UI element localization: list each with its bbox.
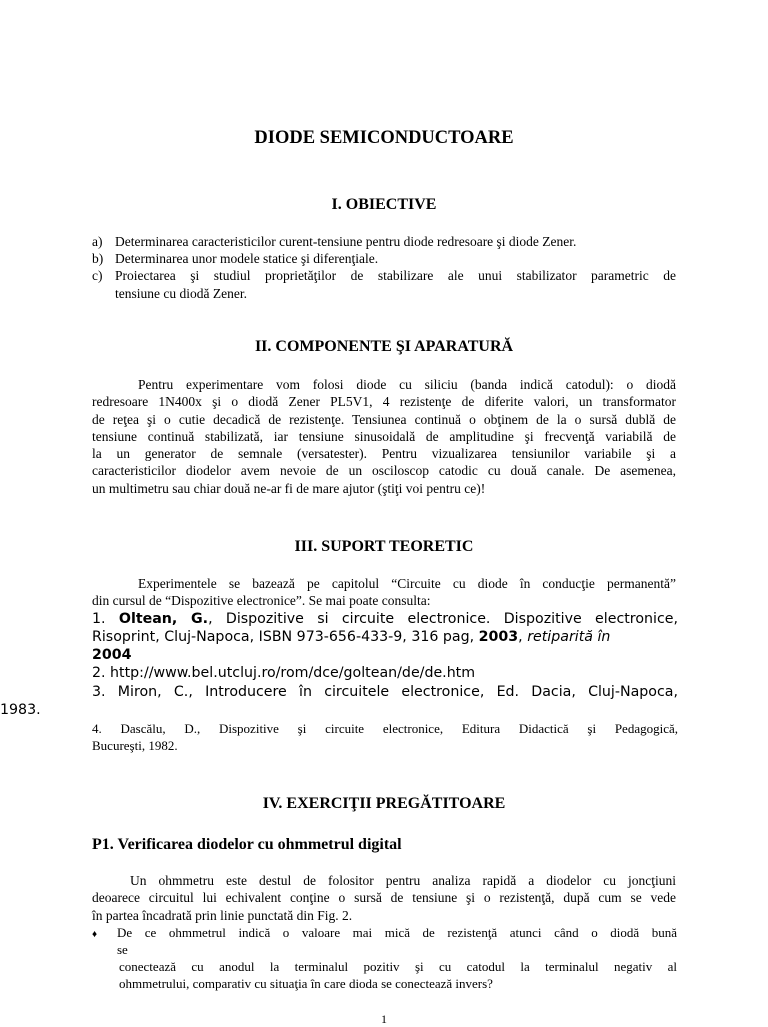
objective-label: c) bbox=[92, 268, 103, 283]
paragraph-line: Experimentele se bazează pe capitolul “Circuite cu diode în conducţie permanentă” bbox=[138, 576, 676, 591]
reference-item[interactable]: 2. http://www.bel.utcluj.ro/rom/dce/goltean/de/de.htm bbox=[92, 665, 476, 681]
reference-item bbox=[92, 610, 678, 629]
components-paragraph bbox=[92, 376, 676, 497]
reference-author: Oltean, G. bbox=[118, 611, 209, 627]
paragraph-line: de reţea şi o cutie decadică de rezistenţe. Tensiunea continuă o obţinem de la o sursă dublă de bbox=[92, 411, 676, 427]
reference-number: 1. bbox=[92, 611, 106, 627]
page-title: DIODE SEMICONDUCTOARE bbox=[254, 128, 514, 148]
bullet-line: De ce ohmmetrul indică o valoare mai mică de rezistenţă atunci când o diodă bună bbox=[117, 925, 677, 940]
paragraph-line: Pentru experimentare vom folosi diode cu siliciu (banda indică catodul): o diodă bbox=[138, 377, 676, 392]
reference-item-continuation: 1983. bbox=[0, 702, 41, 718]
paragraph-line: un multimetru sau chiar două ne-ar fi de mare ajutor (ştiţi voi pentru ce)! bbox=[92, 480, 486, 496]
reference-separator: , bbox=[518, 629, 523, 645]
section-heading-theory: III. SUPORT TEORETIC bbox=[294, 538, 474, 555]
paragraph-line: din cursul de “Dispozitive electronice”. Se mai poate consulta: bbox=[92, 593, 431, 609]
section-heading-objectives: I. OBIECTIVE bbox=[331, 196, 437, 213]
section-heading-exercises: IV. EXERCIŢII PREGĂTITOARE bbox=[262, 795, 506, 812]
paragraph-line: tensiune continuă stabilizată, iar tensiune sinusoidală de amplitudine şi frecvenţă variabilă de bbox=[92, 428, 676, 444]
paragraph-line: în partea încadrată prin linie punctată din Fig. 2. bbox=[92, 907, 353, 923]
reference-item: 3. Miron, C., Introducere în circuitele electronice, Ed. Dacia, Cluj-Napoca, bbox=[92, 684, 678, 700]
bullet-line: se bbox=[117, 942, 128, 957]
reference-note: retiparită în bbox=[527, 629, 611, 645]
paragraph-line: redresoare 1N400x şi o diodă Zener PL5V1, 4 rezistenţe de diferite valori, un transformator bbox=[92, 394, 676, 410]
reference-item: 4. Dascălu, D., Dispozitive şi circuite electronice, Editura Didactică şi Pedagogică, bbox=[92, 721, 678, 736]
theory-intro bbox=[92, 575, 676, 610]
bullet-line: conectează cu anodul la terminalul pozitiv şi cu catodul la terminalul negativ al bbox=[119, 959, 677, 974]
reference-year: 2003 bbox=[478, 629, 519, 645]
exercise-paragraph bbox=[92, 872, 676, 924]
objective-text: Determinarea caracteristicilor curent-tensiune pentru diode redresoare şi diode Zener. bbox=[115, 234, 577, 249]
reference-item-continuation bbox=[92, 628, 678, 647]
paragraph-line: caracteristicilor diodelor avem nevoie de un osciloscop catodic cu două canale. De asemenea, bbox=[92, 463, 676, 479]
paragraph-line: la un generator de semnale (versatester). Pentru vizualizarea tensiunilor variabile şi a bbox=[92, 446, 676, 462]
reference-text: , Dispozitive si circuite electronice. Dispozitive electronice, bbox=[208, 611, 678, 627]
reference-text: Risoprint, Cluj-Napoca, ISBN 973-656-433-9, 316 pag, bbox=[92, 629, 475, 645]
section-heading-components: II. COMPONENTE ŞI APARATURĂ bbox=[254, 338, 514, 355]
paragraph-line: deoarece circuitul lui echivalent conţine o sursă de tensiune şi o rezistenţă, după cum se vede bbox=[92, 890, 676, 906]
bullet-line: ohmmetrului, comparativ cu situaţia în care dioda se conectează invers? bbox=[119, 976, 493, 991]
reference-year-second: 2004 bbox=[92, 647, 132, 663]
diamond-bullet-icon: ♦ bbox=[92, 929, 98, 940]
objective-label: b) bbox=[92, 251, 104, 266]
subsection-heading: P1. Verificarea diodelor cu ohmmetrul digital bbox=[92, 836, 402, 853]
objective-text: Determinarea unor modele statice şi diferenţiale. bbox=[115, 251, 379, 266]
paragraph-line: Un ohmmetru este destul de folositor pentru analiza rapidă a diodelor cu joncţiuni bbox=[130, 873, 676, 888]
objective-text: tensiune cu diodă Zener. bbox=[115, 286, 247, 301]
objective-label: a) bbox=[92, 234, 103, 249]
objective-text: Proiectarea şi studiul proprietăţilor de stabilizare ale unui stabilizator parametric de bbox=[115, 268, 676, 283]
page-number: 1 bbox=[381, 1012, 387, 1026]
reference-item-continuation: Bucureşti, 1982. bbox=[92, 738, 178, 753]
